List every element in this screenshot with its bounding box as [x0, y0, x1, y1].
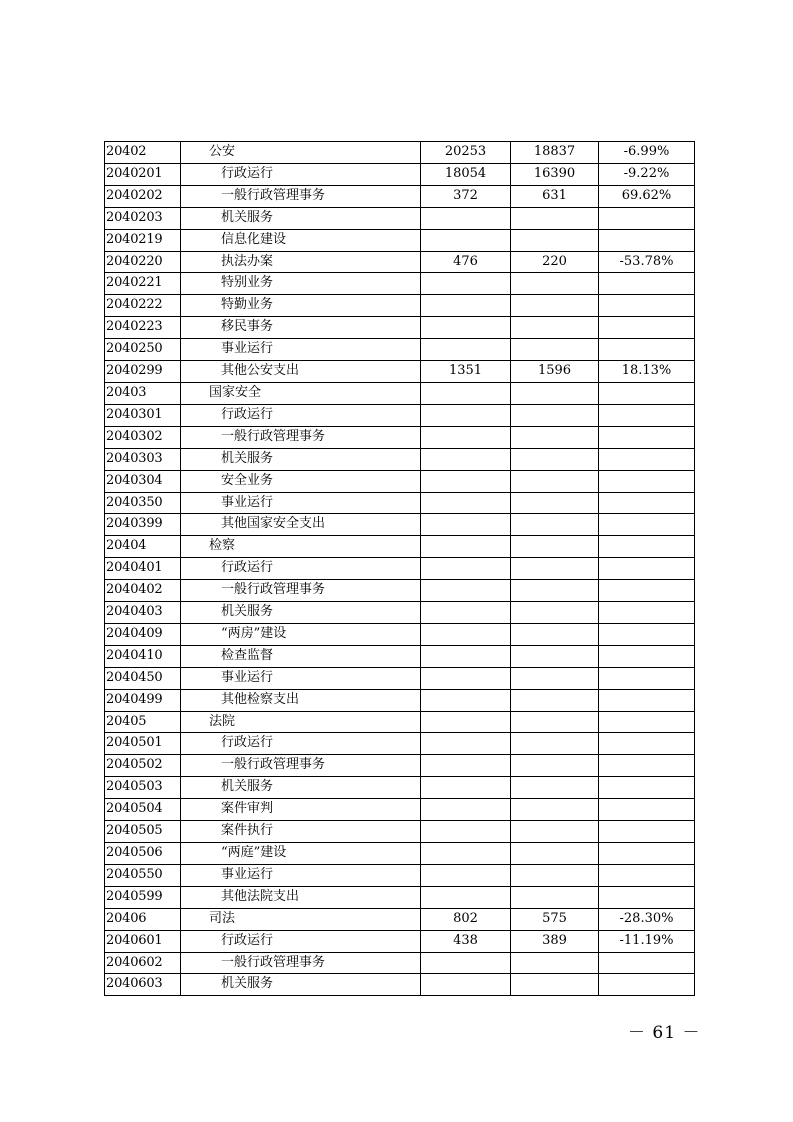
change-cell — [599, 843, 695, 865]
value-cell — [511, 558, 599, 580]
value-cell — [421, 952, 511, 974]
value-cell — [511, 799, 599, 821]
value-cell — [511, 317, 599, 339]
value-cell: 476 — [421, 251, 511, 273]
value-cell — [421, 426, 511, 448]
value-cell — [511, 207, 599, 229]
code-cell: 2040602 — [105, 952, 181, 974]
value-cell — [421, 602, 511, 624]
change-cell — [599, 558, 695, 580]
code-cell: 2040603 — [105, 974, 181, 996]
change-cell — [599, 974, 695, 996]
value-cell — [511, 426, 599, 448]
change-cell — [599, 514, 695, 536]
value-cell — [511, 886, 599, 908]
value-cell: 16390 — [511, 163, 599, 185]
code-cell: 2040503 — [105, 777, 181, 799]
table-row — [105, 142, 695, 164]
value-cell — [511, 821, 599, 843]
name-cell: 机关服务 — [181, 602, 421, 624]
value-cell — [421, 382, 511, 404]
value-cell — [421, 886, 511, 908]
value-cell — [511, 711, 599, 733]
value-cell — [421, 295, 511, 317]
code-cell: 2040410 — [105, 645, 181, 667]
table-row — [105, 974, 695, 996]
change-cell — [599, 821, 695, 843]
change-cell: -53.78% — [599, 251, 695, 273]
name-cell: 行政运行 — [181, 163, 421, 185]
change-cell — [599, 404, 695, 426]
name-cell: 案件审判 — [181, 799, 421, 821]
table-row — [105, 514, 695, 536]
value-cell — [421, 623, 511, 645]
table-row — [105, 777, 695, 799]
table-row — [105, 580, 695, 602]
table-row — [105, 382, 695, 404]
code-cell: 2040304 — [105, 470, 181, 492]
code-cell: 2040399 — [105, 514, 181, 536]
code-cell: 20403 — [105, 382, 181, 404]
name-cell: 其他公安支出 — [181, 361, 421, 383]
value-cell — [421, 777, 511, 799]
name-cell: 一般行政管理事务 — [181, 426, 421, 448]
value-cell — [511, 864, 599, 886]
budget-table — [104, 141, 695, 996]
table-row — [105, 404, 695, 426]
code-cell: 2040221 — [105, 273, 181, 295]
name-cell: 事业运行 — [181, 864, 421, 886]
value-cell — [421, 733, 511, 755]
change-cell: 18.13% — [599, 361, 695, 383]
code-cell: 2040302 — [105, 426, 181, 448]
value-cell: 389 — [511, 930, 599, 952]
name-cell: 事业运行 — [181, 339, 421, 361]
code-cell: 2040499 — [105, 689, 181, 711]
code-cell: 2040506 — [105, 843, 181, 865]
change-cell — [599, 645, 695, 667]
change-cell — [599, 602, 695, 624]
change-cell — [599, 536, 695, 558]
value-cell: 631 — [511, 185, 599, 207]
value-cell — [511, 580, 599, 602]
table-row — [105, 448, 695, 470]
code-cell: 2040505 — [105, 821, 181, 843]
name-cell: 行政运行 — [181, 558, 421, 580]
value-cell — [421, 558, 511, 580]
value-cell — [421, 207, 511, 229]
value-cell — [421, 536, 511, 558]
table-row — [105, 755, 695, 777]
table-row — [105, 317, 695, 339]
change-cell — [599, 295, 695, 317]
table-row — [105, 930, 695, 952]
value-cell — [421, 689, 511, 711]
code-cell: 2040303 — [105, 448, 181, 470]
code-cell: 2040250 — [105, 339, 181, 361]
table-row — [105, 185, 695, 207]
value-cell — [511, 295, 599, 317]
value-cell — [511, 755, 599, 777]
value-cell: 372 — [421, 185, 511, 207]
table-row — [105, 952, 695, 974]
change-cell — [599, 733, 695, 755]
value-cell — [511, 382, 599, 404]
table-body — [105, 142, 695, 996]
value-cell: 1596 — [511, 361, 599, 383]
value-cell — [511, 952, 599, 974]
code-cell: 2040409 — [105, 623, 181, 645]
table-row — [105, 711, 695, 733]
code-cell: 2040401 — [105, 558, 181, 580]
name-cell: 其他检察支出 — [181, 689, 421, 711]
table-row — [105, 558, 695, 580]
code-cell: 2040402 — [105, 580, 181, 602]
code-cell: 2040202 — [105, 185, 181, 207]
table-row — [105, 339, 695, 361]
code-cell: 2040201 — [105, 163, 181, 185]
code-cell: 2040504 — [105, 799, 181, 821]
code-cell: 2040301 — [105, 404, 181, 426]
code-cell: 2040203 — [105, 207, 181, 229]
change-cell: 69.62% — [599, 185, 695, 207]
value-cell: 18054 — [421, 163, 511, 185]
name-cell: “两房”建设 — [181, 623, 421, 645]
code-cell: 2040403 — [105, 602, 181, 624]
table-row — [105, 251, 695, 273]
name-cell: 事业运行 — [181, 492, 421, 514]
name-cell: 特勤业务 — [181, 295, 421, 317]
name-cell: 信息化建设 — [181, 229, 421, 251]
name-cell: 检查监督 — [181, 645, 421, 667]
value-cell — [511, 229, 599, 251]
name-cell: 移民事务 — [181, 317, 421, 339]
name-cell: 事业运行 — [181, 667, 421, 689]
page-number: － 61 － — [628, 1023, 701, 1043]
table-row — [105, 229, 695, 251]
value-cell — [511, 733, 599, 755]
value-cell — [421, 514, 511, 536]
value-cell — [511, 777, 599, 799]
table-row — [105, 295, 695, 317]
code-cell: 2040502 — [105, 755, 181, 777]
value-cell — [511, 689, 599, 711]
change-cell — [599, 667, 695, 689]
value-cell — [421, 843, 511, 865]
name-cell: 机关服务 — [181, 974, 421, 996]
name-cell: 案件执行 — [181, 821, 421, 843]
value-cell — [421, 273, 511, 295]
change-cell — [599, 207, 695, 229]
name-cell: 一般行政管理事务 — [181, 952, 421, 974]
change-cell — [599, 426, 695, 448]
name-cell: 特别业务 — [181, 273, 421, 295]
code-cell: 20406 — [105, 908, 181, 930]
name-cell: 执法办案 — [181, 251, 421, 273]
table-row — [105, 207, 695, 229]
table-row — [105, 799, 695, 821]
change-cell — [599, 492, 695, 514]
change-cell — [599, 317, 695, 339]
name-cell: 机关服务 — [181, 448, 421, 470]
value-cell — [511, 667, 599, 689]
value-cell — [421, 448, 511, 470]
value-cell — [511, 645, 599, 667]
value-cell: 438 — [421, 930, 511, 952]
code-cell: 2040599 — [105, 886, 181, 908]
table-row — [105, 689, 695, 711]
value-cell — [421, 711, 511, 733]
change-cell — [599, 886, 695, 908]
table-row — [105, 864, 695, 886]
change-cell — [599, 382, 695, 404]
name-cell: 公安 — [181, 142, 421, 164]
change-cell — [599, 711, 695, 733]
change-cell — [599, 448, 695, 470]
table-row — [105, 821, 695, 843]
value-cell — [421, 974, 511, 996]
value-cell — [421, 470, 511, 492]
change-cell: -11.19% — [599, 930, 695, 952]
value-cell — [511, 404, 599, 426]
value-cell — [421, 229, 511, 251]
change-cell — [599, 755, 695, 777]
value-cell — [511, 974, 599, 996]
name-cell: “两庭”建设 — [181, 843, 421, 865]
value-cell — [421, 580, 511, 602]
name-cell: 检察 — [181, 536, 421, 558]
name-cell: 法院 — [181, 711, 421, 733]
code-cell: 2040601 — [105, 930, 181, 952]
change-cell: -6.99% — [599, 142, 695, 164]
value-cell: 18837 — [511, 142, 599, 164]
change-cell — [599, 470, 695, 492]
table-row — [105, 536, 695, 558]
change-cell: -28.30% — [599, 908, 695, 930]
change-cell — [599, 799, 695, 821]
value-cell: 20253 — [421, 142, 511, 164]
value-cell — [511, 492, 599, 514]
name-cell: 其他国家安全支出 — [181, 514, 421, 536]
code-cell: 2040550 — [105, 864, 181, 886]
code-cell: 2040222 — [105, 295, 181, 317]
name-cell: 行政运行 — [181, 930, 421, 952]
change-cell — [599, 689, 695, 711]
table-row — [105, 886, 695, 908]
value-cell — [511, 623, 599, 645]
code-cell: 2040299 — [105, 361, 181, 383]
change-cell — [599, 623, 695, 645]
code-cell: 2040219 — [105, 229, 181, 251]
value-cell — [511, 273, 599, 295]
code-cell: 20402 — [105, 142, 181, 164]
value-cell: 220 — [511, 251, 599, 273]
value-cell — [421, 317, 511, 339]
name-cell: 其他法院支出 — [181, 886, 421, 908]
name-cell: 一般行政管理事务 — [181, 755, 421, 777]
value-cell: 575 — [511, 908, 599, 930]
change-cell — [599, 777, 695, 799]
value-cell — [421, 667, 511, 689]
table-row — [105, 602, 695, 624]
name-cell: 司法 — [181, 908, 421, 930]
change-cell — [599, 273, 695, 295]
value-cell — [511, 448, 599, 470]
name-cell: 安全业务 — [181, 470, 421, 492]
code-cell: 2040450 — [105, 667, 181, 689]
table-row — [105, 843, 695, 865]
value-cell — [421, 492, 511, 514]
value-cell — [511, 602, 599, 624]
table-row — [105, 470, 695, 492]
name-cell: 一般行政管理事务 — [181, 185, 421, 207]
change-cell: -9.22% — [599, 163, 695, 185]
value-cell — [421, 821, 511, 843]
table-row — [105, 273, 695, 295]
change-cell — [599, 580, 695, 602]
change-cell — [599, 864, 695, 886]
code-cell: 2040223 — [105, 317, 181, 339]
code-cell: 2040220 — [105, 251, 181, 273]
code-cell: 20405 — [105, 711, 181, 733]
change-cell — [599, 229, 695, 251]
table-row — [105, 492, 695, 514]
table-row — [105, 623, 695, 645]
value-cell — [511, 843, 599, 865]
value-cell — [511, 470, 599, 492]
name-cell: 机关服务 — [181, 777, 421, 799]
value-cell — [421, 864, 511, 886]
value-cell — [421, 404, 511, 426]
name-cell: 机关服务 — [181, 207, 421, 229]
table-row — [105, 733, 695, 755]
value-cell: 802 — [421, 908, 511, 930]
value-cell — [421, 339, 511, 361]
code-cell: 20404 — [105, 536, 181, 558]
table-row — [105, 908, 695, 930]
table-row — [105, 163, 695, 185]
name-cell: 行政运行 — [181, 404, 421, 426]
table-row — [105, 645, 695, 667]
value-cell — [421, 799, 511, 821]
change-cell — [599, 339, 695, 361]
name-cell: 行政运行 — [181, 733, 421, 755]
name-cell: 国家安全 — [181, 382, 421, 404]
table-row — [105, 426, 695, 448]
table-row — [105, 361, 695, 383]
value-cell — [511, 339, 599, 361]
value-cell — [511, 536, 599, 558]
value-cell: 1351 — [421, 361, 511, 383]
code-cell: 2040350 — [105, 492, 181, 514]
change-cell — [599, 952, 695, 974]
name-cell: 一般行政管理事务 — [181, 580, 421, 602]
code-cell: 2040501 — [105, 733, 181, 755]
table-row — [105, 667, 695, 689]
value-cell — [421, 755, 511, 777]
value-cell — [511, 514, 599, 536]
value-cell — [421, 645, 511, 667]
